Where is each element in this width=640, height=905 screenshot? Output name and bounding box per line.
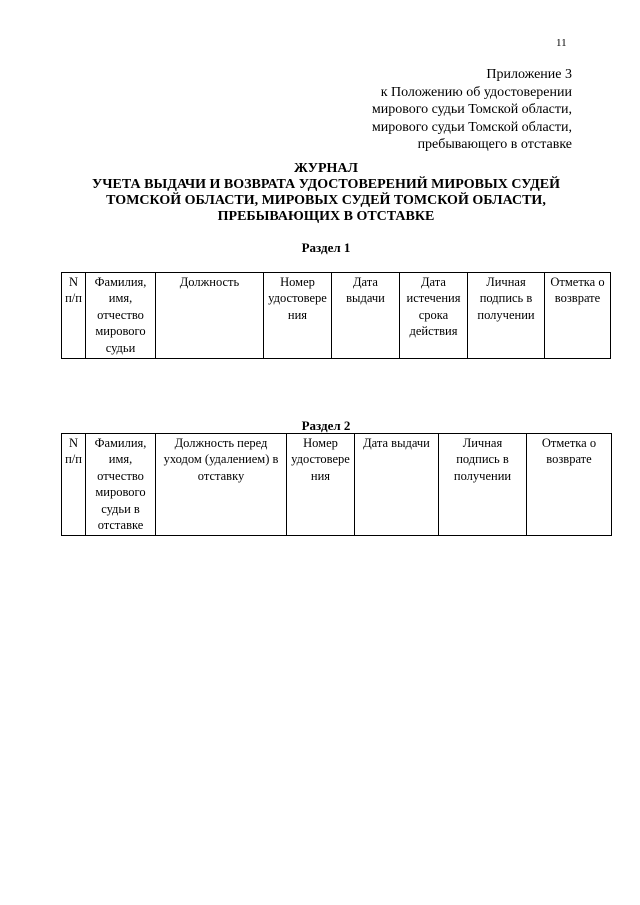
title-line: ТОМСКОЙ ОБЛАСТИ, МИРОВЫХ СУДЕЙ ТОМСКОЙ ОБЛАСТИ, [106,193,546,208]
column-header: Номер удостовере ния [287,434,355,536]
appendix-note [372,66,572,154]
column-header: Должность [156,273,264,359]
page-number: 11 [556,37,567,49]
section-1-heading: Раздел 1 [301,240,351,255]
title-line: ЖУРНАЛ [294,161,358,176]
appendix-line: мирового судьи Томской области, [371,119,572,135]
column-header: Дата выдачи [332,273,400,359]
column-header: Дата выдачи [355,434,439,536]
section-1-table [61,272,611,359]
column-header: Личная подпись в получении [439,434,527,536]
column-header: Дата истечения срока действия [400,273,468,359]
column-header: Отметка о возврате [527,434,612,536]
column-header: Номер удостовере ния [264,273,332,359]
table-header-row [62,434,612,536]
column-header: Фамилия, имя, отчество мирового судьи в отставке [86,434,156,536]
column-header: Отметка о возврате [545,273,611,359]
title-line: ПРЕБЫВАЮЩИХ В ОТСТАВКЕ [217,209,435,224]
section-2-table [61,433,612,536]
column-header: N п/п [62,434,86,536]
section-2-heading: Раздел 2 [301,418,351,433]
document-title [60,161,592,225]
title-line: УЧЕТА ВЫДАЧИ И ВОЗВРАТА УДОСТОВЕРЕНИЙ МИРОВЫХ СУДЕЙ [92,177,560,192]
appendix-line: пребывающего в отставке [417,137,572,152]
column-header: Должность перед уходом (удалением) в отставку [156,434,287,536]
column-header: N п/п [62,273,86,359]
appendix-line: мирового судьи Томской области, [371,102,572,117]
column-header: Личная подпись в получении [468,273,545,359]
appendix-line: Приложение 3 [486,67,572,82]
table-header-row [62,273,611,359]
appendix-line: к Положению об удостоверении [380,84,572,100]
column-header: Фамилия, имя, отчество мирового судьи [86,273,156,359]
